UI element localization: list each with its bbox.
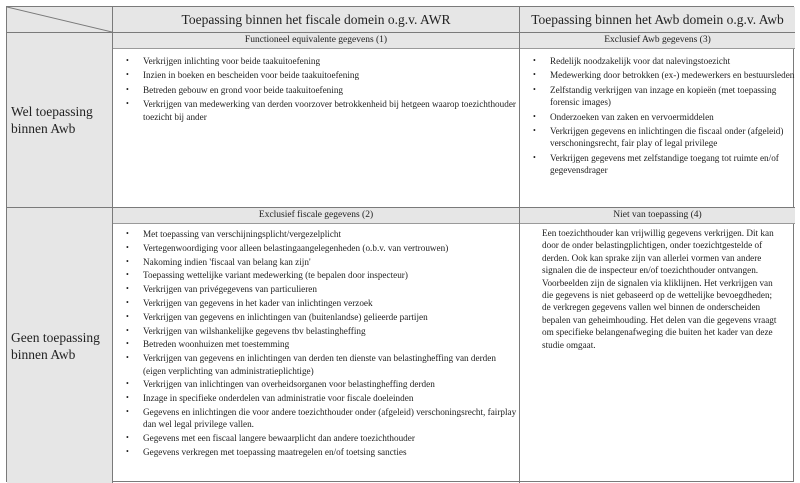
list-item: • Toepassing wettelijke variant medewerking (te bepalen door inspecteur) (113, 269, 519, 281)
item-list (520, 49, 795, 177)
list-item: • Onderzoeken van zaken en vervoermiddelen (520, 111, 795, 123)
cell-title: Exclusief fiscale gegevens (2) (113, 208, 519, 224)
list-item: • Met toepassing van verschijningsplicht/vergezelplicht (113, 228, 519, 240)
header-fiscal-domain (113, 7, 520, 33)
cell-exclusief-fiscaal (113, 208, 520, 483)
header-fiscal-label: Toepassing binnen het fiscale domein o.g.v. AWR (181, 11, 451, 27)
list-item: • Gegevens verkregen met toepassing maatregelen en/of toetsing sancties (113, 446, 519, 458)
row-label-geen (7, 208, 113, 483)
cell-title: Niet van toepassing (4) (520, 208, 795, 224)
list-item: • Verkrijgen gegevens en inlichtingen die fiscaal onder (afgeleid) verschoningsrecht, fair play of legal privilege (520, 125, 795, 150)
cell-niet-van-toepassing (520, 208, 795, 483)
row-label-wel (7, 33, 113, 208)
list-item: • Verkrijgen van inlichtingen van overheidsorganen voor belastingheffing derden (113, 378, 519, 390)
list-item: • Verkrijgen van wilshankelijke gegevens tbv belastingheffing (113, 325, 519, 337)
awr-awb-table (6, 6, 794, 482)
cell-functioneel-equivalent (113, 33, 520, 208)
row-label-wel-text: Wel toepassing binnen Awb (11, 104, 93, 136)
item-list (113, 49, 519, 123)
header-awb-label: Toepassing binnen het Awb domein o.g.v. Awb (531, 11, 784, 27)
list-item: • Redelijk noodzakelijk voor dat nalevingstoezicht (520, 55, 795, 67)
row-label-geen-text: Geen toepassing binnen Awb (11, 329, 100, 362)
list-item: • Betreden gebouw en grond voor beide taakuitoefening (113, 84, 519, 96)
list-item: • Medewerking door betrokken (ex-) medewerkers en bestuursleden (520, 69, 795, 81)
list-item: • Gegevens en inlichtingen die voor andere toezichthouder onder (afgeleid) verschoningsrecht, fairplay dan wel legal privilege vallen. (113, 406, 519, 431)
header-awb-domain (520, 7, 795, 33)
list-item: • Verkrijgen van privégegevens van particulieren (113, 283, 519, 295)
list-item: • Inzage in specifieke onderdelen van administratie voor fiscale doeleinden (113, 392, 519, 404)
corner-cell (7, 7, 113, 33)
cell-paragraph: Een toezichthouder kan vrijwillig gegevens verkrijgen. Dit kan door de onder belastingplichtigen, onder toezichtgestelde of derden. Ook kan sprake zijn van allerlei vormen van andere signalen die de inspecteur en/of toezichthouder ontvangen. Voorbeelden zijn de signalen via kliklijnen. Het verkrijgen van die gegevens is niet gebaseerd op de wettelijke bevoegdheden; de verkregen gegevens vallen wel binnen de onderscheiden bepalen van geheimhouding. Het delen van die gegevens vraagt om specifieke belangenafweging die buiten het kader van deze studie omgaat. (542, 228, 777, 350)
cell-title: Exclusief Awb gegevens (3) (520, 33, 795, 49)
list-item: • Zelfstandig verkrijgen van inzage en kopieën (met toepassing forensic images) (520, 84, 795, 109)
list-item: • Verkrijgen inlichting voor beide taakuitoefening (113, 55, 519, 67)
list-item: • Nakoming indien 'fiscaal van belang kan zijn' (113, 256, 519, 268)
list-item: • Verkrijgen van medewerking van derden voorzover betrokkenheid bij hetgeen waarop toezichthouder toezicht bij ander (113, 98, 519, 123)
cell-title: Functioneel equivalente gegevens (1) (113, 33, 519, 49)
list-item: • Verkrijgen van gegevens in het kader van inlichtingen verzoek (113, 297, 519, 309)
list-item: • Verkrijgen van gegevens en inlichtingen van derden ten dienste van belastingheffing van derden (eigen verplichting van administratieplichtige) (113, 352, 519, 377)
list-item: • Verkrijgen gegevens met zelfstandige toegang tot ruimte en/of gegevensdrager (520, 152, 795, 177)
diagonal-line (7, 7, 112, 32)
list-item: • Inzien in boeken en bescheiden voor beide taakuitoefening (113, 69, 519, 81)
list-item: • Betreden woonhuizen met toestemming (113, 338, 519, 350)
cell-exclusief-awb (520, 33, 795, 208)
list-item: • Verkrijgen van gegevens en inlichtingen van (buitenlandse) gelieerde partijen (113, 311, 519, 323)
item-list (113, 224, 519, 458)
list-item: • Vertegenwoordiging voor alleen belastingaangelegenheden (o.b.v. van vertrouwen) (113, 242, 519, 254)
list-item: • Gegevens met een fiscaal langere bewaarplicht dan andere toezichthouder (113, 432, 519, 444)
